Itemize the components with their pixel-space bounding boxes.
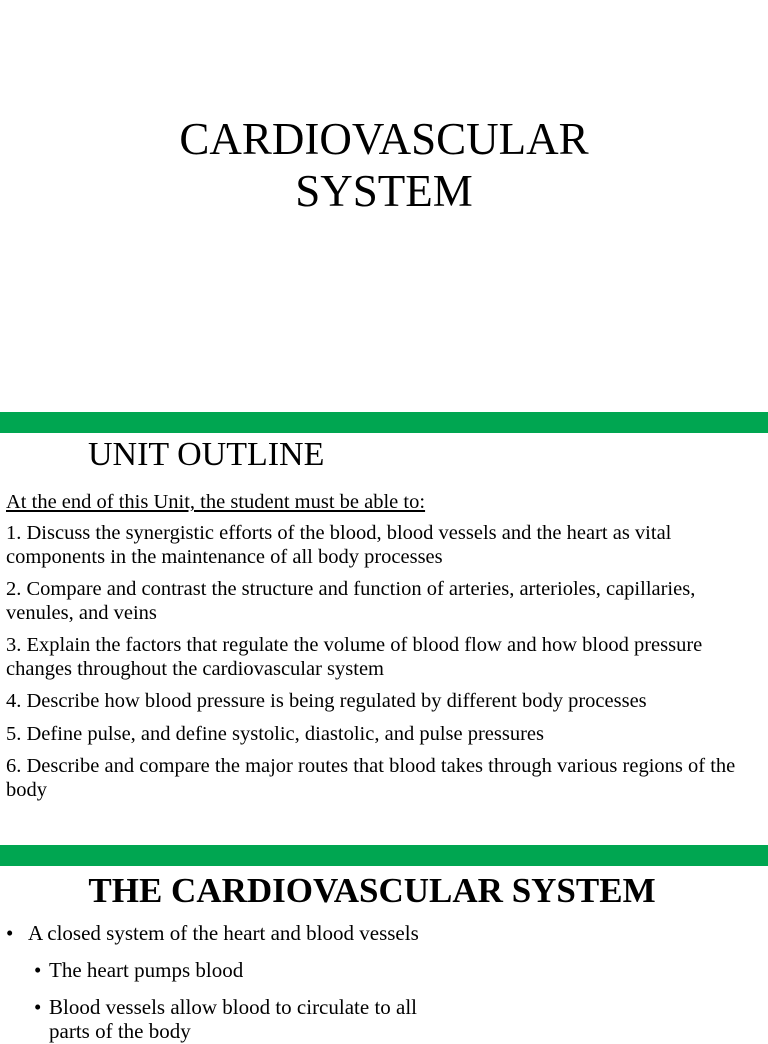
slide-divider <box>0 412 768 433</box>
bullet-icon: • <box>34 995 42 1019</box>
bullet-text: The heart pumps blood <box>49 958 244 982</box>
bullet-text: A closed system of the heart and blood vessels <box>28 921 419 945</box>
title-line-1: CARDIOVASCULAR <box>179 114 589 164</box>
bullet-icon: • <box>34 958 42 982</box>
sub-bullet-item <box>34 994 417 1020</box>
list-item: 6. Describe and compare the major routes that blood takes through various regions of the body <box>6 755 736 801</box>
bullet-text: Blood vessels allow blood to circulate to all <box>49 995 418 1019</box>
bullet-item <box>6 920 419 946</box>
slide-title: THE CARDIOVASCULAR SYSTEM <box>88 871 656 910</box>
slide-divider <box>0 845 768 866</box>
slide-title: UNIT OUTLINE <box>88 436 325 473</box>
bullet-continuation: parts of the body <box>49 1019 191 1043</box>
intro-text: At the end of this Unit, the student must be able to: <box>6 491 426 513</box>
outline-list <box>6 522 762 811</box>
title-line-2: SYSTEM <box>295 166 473 216</box>
bullet-icon: • <box>6 921 14 945</box>
sub-bullet-item <box>34 957 243 983</box>
title-slide <box>0 0 768 412</box>
list-item: 4. Describe how blood pressure is being regulated by different body processes <box>6 690 647 712</box>
unit-outline-slide <box>0 433 768 845</box>
list-item: 5. Define pulse, and define systolic, diastolic, and pulse pressures <box>6 722 544 745</box>
list-item: 3. Explain the factors that regulate the volume of blood flow and how blood pressure changes throughout the cardiovascular system <box>6 634 703 680</box>
list-item: 2. Compare and contrast the structure and function of arteries, arterioles, capillaries, venules, and veins <box>6 578 696 624</box>
list-item: 1. Discuss the synergistic efforts of the blood, blood vessels and the heart as vital components in the maintenance of all body processes <box>6 522 672 568</box>
cardiovascular-system-slide <box>0 866 768 1043</box>
slide-title <box>0 113 768 217</box>
